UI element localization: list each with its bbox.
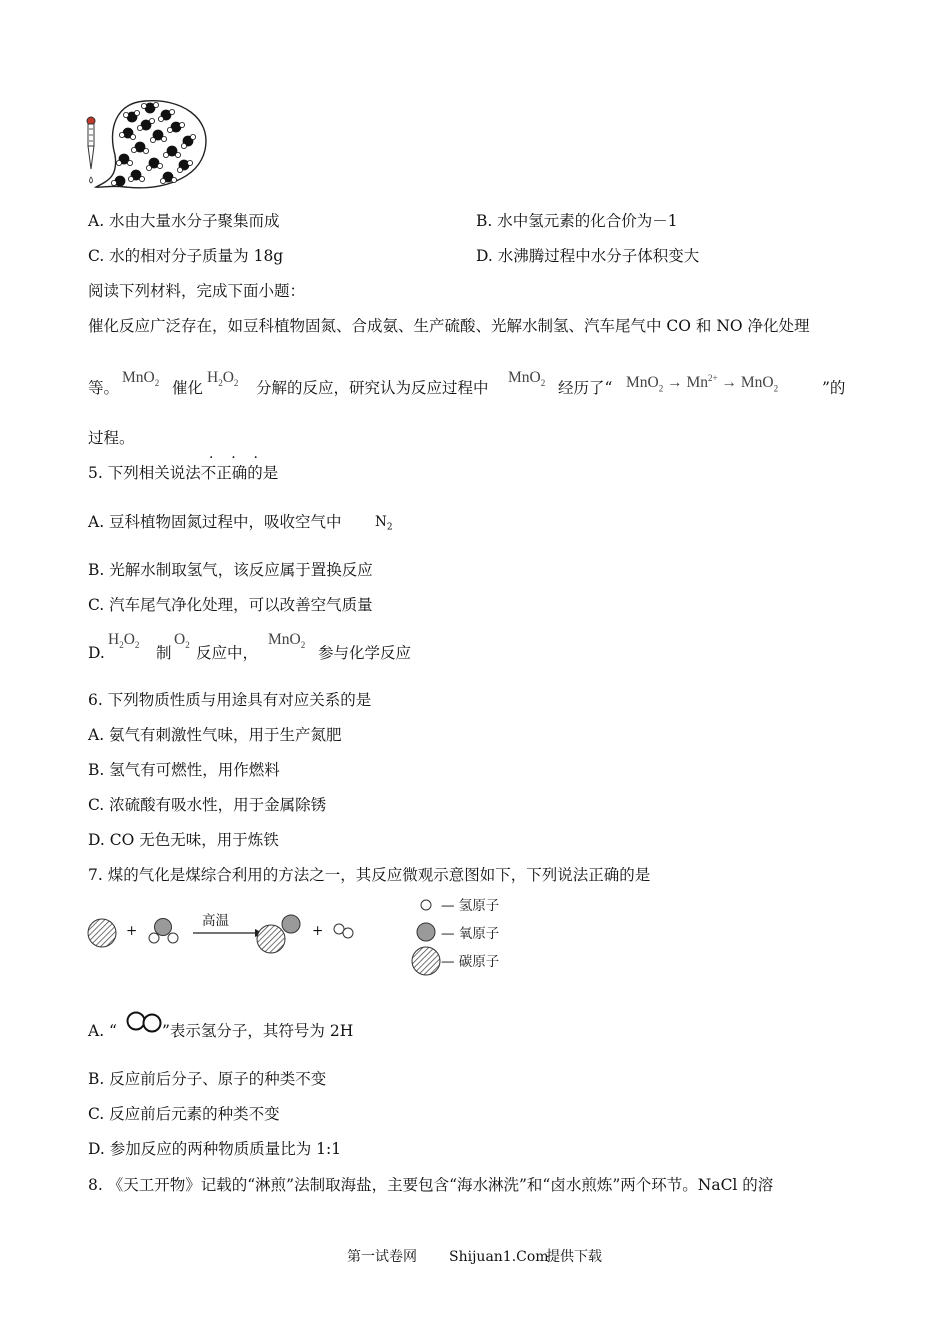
dropper-icon [87, 117, 95, 183]
formula-o2: $O_2$ [174, 631, 190, 651]
reading-line-3: 过程。 [88, 429, 135, 447]
q5-option-d-reaction: 反应中， [196, 644, 259, 662]
q4-option-c: C. 水的相对分子质量为 18g [88, 247, 284, 265]
q6-option-a: A. 氨气有刺激性气味，用于生产氮肥 [88, 726, 342, 744]
footer-download: 提供下载 [546, 1249, 602, 1265]
carbon-atom-icon [88, 919, 116, 947]
hydrogen-molecule-icon [334, 924, 353, 938]
plus-sign-2: + [312, 923, 324, 939]
legend-carbon: — 碳原子 [441, 954, 500, 970]
q7-stem: 7. 煤的气化是煤综合利用的方法之一，其反应微观示意图如下，下列说法正确的是 [88, 866, 651, 884]
reading-line-2-prefix: 等。 [88, 379, 120, 397]
reading-line-2-went: 经历了“ [558, 379, 613, 397]
q5-option-a: A. 豆科植物固氮过程中，吸收空气中 [88, 513, 342, 531]
hydrogen-molecule-symbol-icon [126, 1010, 166, 1034]
legend-oxygen: — 氧原子 [441, 926, 500, 942]
q7-option-d: D. 参加反应的两种物质质量比为 1:1 [88, 1140, 342, 1158]
oxygen-atom-icon [417, 923, 435, 941]
q8-stem: 8. 《天工开物》记载的“淋煎”法制取海盐，主要包含“海水淋洗”和“卤水煎炼”两个环节。NaCl 的溶 [88, 1176, 774, 1194]
q5-stem: 5. 下列相关说法不正确的是 [88, 464, 279, 482]
q4-option-a: A. 水由大量水分子聚集而成 [88, 212, 280, 230]
hydrogen-atom-icon [421, 900, 431, 910]
q6-option-b: B. 氢气有可燃性，用作燃料 [88, 761, 280, 779]
footer-site-url[interactable]: Shijuan1.Com [449, 1249, 549, 1265]
q6-option-c: C. 浓硫酸有吸水性，用于金属除锈 [88, 796, 327, 814]
reaction-condition: 高温 [202, 913, 229, 929]
q5-option-d-make: 制 [156, 644, 172, 662]
formula-n2: $N_2$ [375, 514, 393, 533]
q7-option-a-prefix: A. “ [88, 1022, 117, 1040]
q5-option-d-label: D. [88, 644, 105, 662]
q7-option-c: C. 反应前后元素的种类不变 [88, 1105, 280, 1123]
footer-site-name: 第一试卷网 [347, 1249, 417, 1265]
reading-line-2-mid: 分解的反应，研究认为反应过程中 [256, 379, 489, 397]
reading-intro: 阅读下列材料，完成下面小题： [88, 282, 306, 300]
formula-h2o2-2: $H_2O_2$ [108, 631, 140, 651]
q7-option-a-text: ”表示氢分子，其符号为 2H [162, 1022, 354, 1040]
q5-option-d-suffix: 参与化学反应 [318, 644, 412, 662]
formula-mno2-2: MnO$_2$ [508, 369, 546, 389]
q6-stem: 6. 下列物质性质与用途具有对应关系的是 [88, 691, 372, 709]
emphasis-dots: · · · [209, 450, 258, 466]
water-molecule-icon [149, 919, 178, 944]
carbon-legend-icon [412, 947, 440, 975]
reading-line-1: 催化反应广泛存在，如豆科植物固氮、合成氨、生产硫酸、光解水制氢、汽车尾气中 CO 和 NO 净化处理 [88, 317, 810, 335]
q5-option-b: B. 光解水制取氢气，该反应属于置换反应 [88, 561, 373, 579]
reading-line-2-catalyze: 催化 [172, 379, 204, 397]
water-molecule-figure [80, 95, 220, 195]
legend-hydrogen: — 氢原子 [441, 898, 500, 914]
q4-option-b: B. 水中氢元素的化合价为－1 [476, 212, 678, 230]
carbon-monoxide-icon [257, 915, 300, 953]
formula-h2o2-1: $H_2O_2$ [207, 369, 239, 389]
formula-mn-cycle: $MnO_2 \to Mn^{2+} \to MnO_2$ [626, 373, 779, 394]
plus-sign-1: + [126, 923, 138, 939]
q5-option-c: C. 汽车尾气净化处理，可以改善空气质量 [88, 596, 373, 614]
formula-mno2-3: MnO$_2$ [268, 631, 306, 651]
q4-option-d: D. 水沸腾过程中水分子体积变大 [476, 247, 700, 265]
formula-mno2-1: MnO$_2$ [122, 369, 160, 389]
q7-option-b: B. 反应前后分子、原子的种类不变 [88, 1070, 327, 1088]
q6-option-d: D. CO 无色无味，用于炼铁 [88, 831, 279, 849]
reading-line-2-suffix: ”的 [822, 379, 846, 397]
